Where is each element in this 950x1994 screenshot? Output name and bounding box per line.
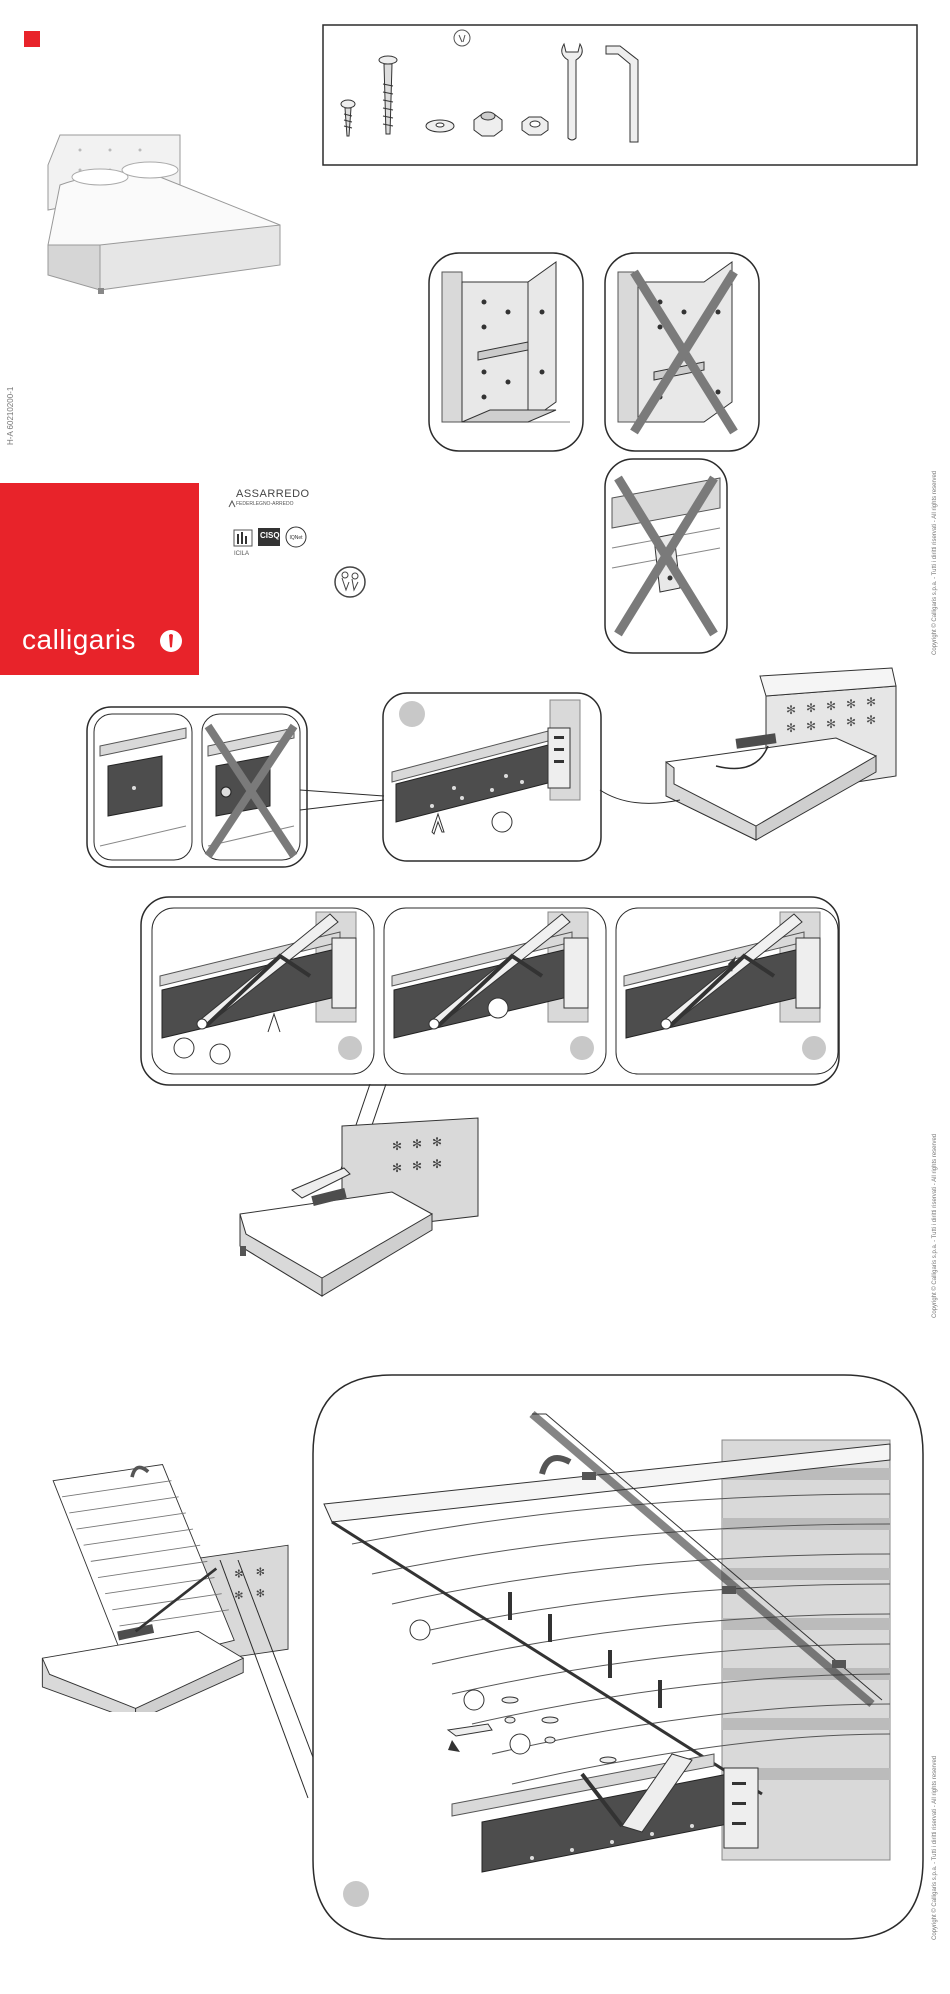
svg-text:✻: ✻ xyxy=(846,697,857,711)
copyright-bottom: Copyright © Calligaris s.p.a. - Tutti i diritti riservati - All rights reserved xyxy=(932,1755,938,1940)
svg-text:✻: ✻ xyxy=(826,699,837,713)
copyright-middle: Copyright © Calligaris s.p.a. - Tutti i diritti riservati - All rights reserved xyxy=(932,1133,938,1318)
icila-label: ICILA xyxy=(234,551,250,557)
svg-text:✻: ✻ xyxy=(826,717,837,731)
hex-nut-icon xyxy=(522,117,548,135)
bed-base-with-mechanism xyxy=(232,1106,492,1306)
lift-step-1 xyxy=(152,908,374,1074)
assarredo-mark-icon xyxy=(228,500,236,508)
info-i-icon xyxy=(160,630,182,652)
callout-lines-row2 xyxy=(300,750,700,830)
step-circle-icon xyxy=(338,1036,362,1060)
bed-thumbnail-illustration xyxy=(40,125,300,300)
brand-name: calligaris xyxy=(22,624,136,655)
svg-text:✻: ✻ xyxy=(412,1137,423,1151)
svg-text:✻: ✻ xyxy=(866,713,877,727)
rail-wrong-panel xyxy=(604,458,728,654)
svg-text:✻: ✻ xyxy=(806,701,817,715)
lift-step-2 xyxy=(384,908,606,1074)
lift-step-3 xyxy=(616,908,838,1074)
rail-orientation-panels xyxy=(86,706,308,868)
svg-text:✻: ✻ xyxy=(412,1159,423,1173)
brand-panel xyxy=(0,483,199,675)
svg-text:✻: ✻ xyxy=(255,1566,265,1579)
svg-text:✻: ✻ xyxy=(432,1135,443,1149)
assarredo-logo: ASSARREDO xyxy=(236,488,310,500)
svg-text:✻: ✻ xyxy=(806,719,817,733)
svg-text:✻: ✻ xyxy=(866,695,877,709)
svg-text:IQNet: IQNet xyxy=(289,535,303,541)
corner-marker xyxy=(24,31,40,47)
svg-text:✻: ✻ xyxy=(392,1161,403,1175)
svg-text:✻: ✻ xyxy=(846,715,857,729)
svg-text:✻: ✻ xyxy=(392,1139,403,1153)
svg-text:✻: ✻ xyxy=(786,721,797,735)
assarredo-sublabel: FEDERLEGNO-ARREDO xyxy=(236,501,294,507)
step-circle-icon xyxy=(802,1036,826,1060)
svg-text:✻: ✻ xyxy=(786,703,797,717)
step-circle-icon xyxy=(570,1036,594,1060)
document-code: H-A 60210200-1 xyxy=(6,386,15,445)
svg-text:✻: ✻ xyxy=(234,1568,244,1581)
svg-text:✻: ✻ xyxy=(255,1588,265,1601)
svg-text:✻: ✻ xyxy=(432,1157,443,1171)
slatted-frame-detail-panel xyxy=(312,1374,924,1940)
lift-mechanism-steps xyxy=(140,896,840,1086)
cisq-label: CISQ xyxy=(260,531,280,540)
hardware-kit-panel xyxy=(322,24,918,166)
bracket-wrong-panel xyxy=(604,252,760,452)
two-person-icon xyxy=(330,562,370,602)
callout-lines-row5 xyxy=(180,1560,320,1800)
step-circle-icon xyxy=(343,1881,369,1907)
svg-text:✻: ✻ xyxy=(234,1590,244,1603)
bracket-correct-panel xyxy=(428,252,584,452)
step-circle-icon xyxy=(399,701,425,727)
copyright-top: Copyright © Calligaris s.p.a. - Tutti i diritti riservati - All rights reserved xyxy=(932,470,938,655)
washer-icon xyxy=(426,120,454,132)
